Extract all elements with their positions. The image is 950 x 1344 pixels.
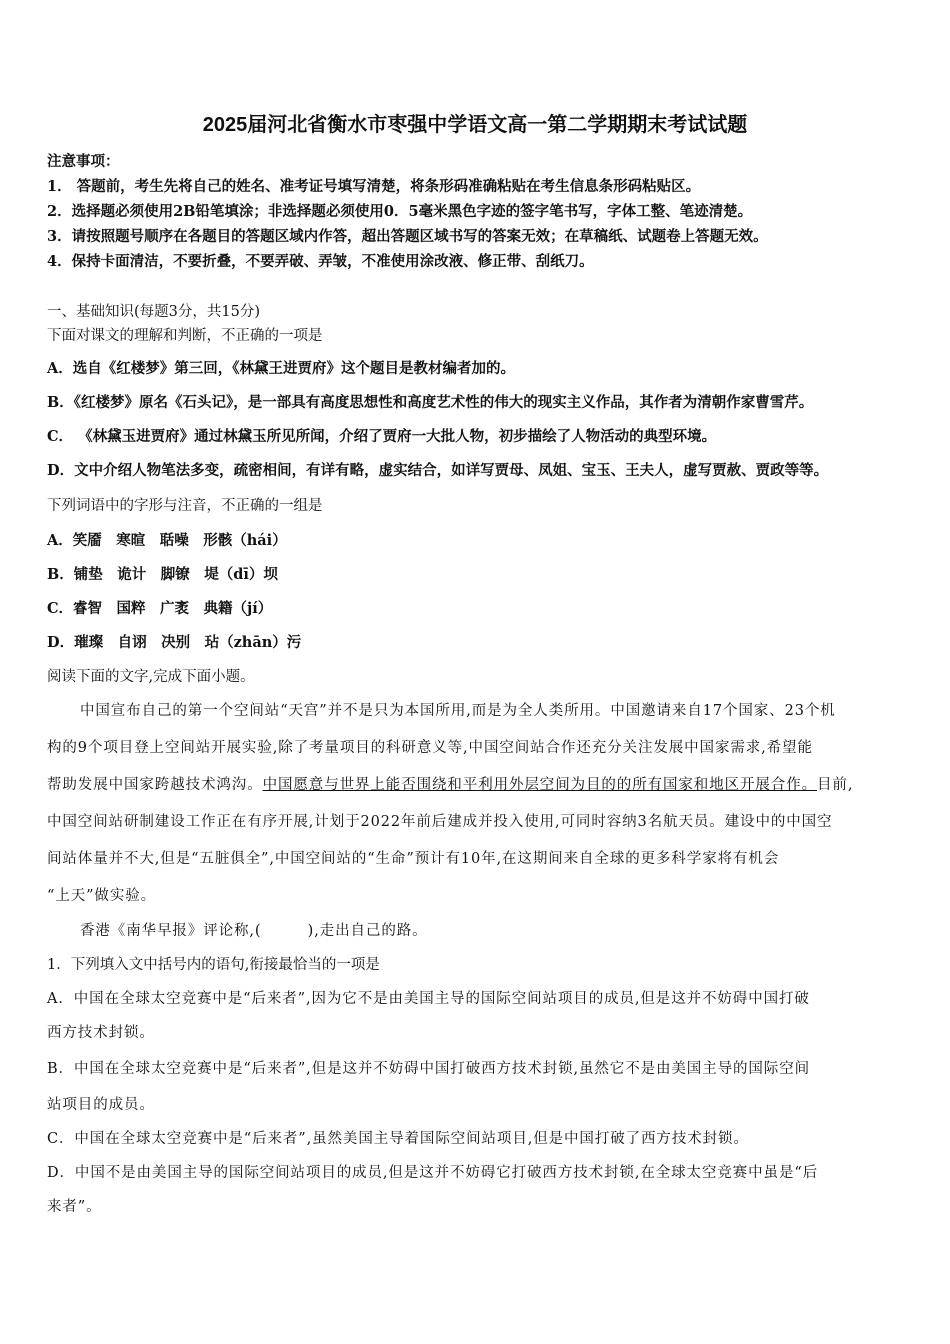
- option-c: C． 《林黛玉进贾府》通过林黛玉所见所闻，介绍了贾府一大批人物，初步描绘了人物活动的典型环境。: [47, 428, 717, 445]
- page-title: 2025届河北省衡水市枣强中学语文高一第二学期期末考试试题: [202, 114, 748, 136]
- option-a: A．笑靥 寒暄 聒噪 形骸（hái）: [47, 532, 287, 549]
- passage-text: 目前,: [817, 777, 854, 793]
- passage-line: 中国空间站研制建设工作正在有序开展,计划于2022年前后建成并投入使用,可同时容纳3名航天员。建设中的中国空: [47, 814, 833, 830]
- question-stem: 下列词语中的字形与注音，不正确的一组是: [47, 498, 323, 514]
- option-b: B．《红楼梦》原名《石头记》，是一部具有高度思想性和高度艺术性的伟大的现实主义作品，其作者为清朝作家曹雪芹。: [47, 394, 814, 411]
- passage-line: 中国宣布自己的第一个空间站“天宫”并不是只为本国所用,而是为全人类所用。中国邀请来自17个国家、23个机: [80, 703, 836, 719]
- question-stem: 1．下列填入文中括号内的语句,衔接最恰当的一项是: [47, 957, 380, 973]
- question-stem: 下面对课文的理解和判断，不正确的一项是: [47, 328, 323, 344]
- notice-heading: 注意事项：: [47, 153, 120, 170]
- notice-item: 1． 答题前，考生先将自己的姓名、准考证号填写清楚，将条形码准确粘贴在考生信息条形码粘贴区。: [47, 178, 701, 195]
- option-line: 来者”。: [47, 1199, 102, 1215]
- notice-item: 4．保持卡面清洁，不要折叠，不要弄破、弄皱，不准使用涂改液、修正带、刮纸刀。: [47, 253, 594, 270]
- passage-line: 香港《南华早报》评论称,( ),走出自己的路。: [80, 923, 428, 939]
- option-a: A．选自《红楼梦》第三回，《林黛王进贾府》这个题目是教材编者加的。: [47, 360, 515, 377]
- option-line: D．中国不是由美国主导的国际空间站项目的成员,但是这并不妨碍它打破西方技术封锁,在全球太空竞赛中虽是“后: [47, 1165, 819, 1181]
- option-line: A．中国在全球太空竞赛中是“后来者”,因为它不是由美国主导的国际空间站项目的成员,但是这并不妨碍中国打破: [47, 991, 810, 1007]
- notice-item: 3．请按照题号顺序在各题目的答题区域内作答，超出答题区域书写的答案无效；在草稿纸、试题卷上答题无效。: [47, 228, 768, 245]
- passage-line: 间站体量并不大,但是“五脏俱全”,中国空间站的“生命”预计有10年,在这期间来自全球的更多科学家将有机会: [47, 851, 780, 867]
- passage-line: 构的9个项目登上空间站开展实验,除了考量项目的科研意义等,中国空间站合作还充分关注发展中国家需求,希望能: [47, 740, 813, 756]
- passage-text: 帮助发展中国家跨越技术鸿沟。: [47, 777, 263, 793]
- option-line: 站项目的成员。: [47, 1097, 155, 1113]
- notice-item: 2．选择题必须使用2B铅笔填涂；非选择题必须使用0．5毫米黑色字迹的签字笔书写，字体工整、笔迹清楚。: [47, 203, 753, 220]
- option-line: B．中国在全球太空竞赛中是“后来者”,但是这并不妨碍中国打破西方技术封锁,虽然它不是由美国主导的国际空间: [47, 1061, 810, 1077]
- option-line: C．中国在全球太空竞赛中是“后来者”,虽然美国主导着国际空间站项目,但是中国打破了西方技术封锁。: [47, 1131, 749, 1147]
- passage-line: [47, 775, 853, 795]
- underlined-sentence: 中国愿意与世界上能否围绕和平利用外层空间为目的的所有国家和地区开展合作。: [262, 777, 818, 793]
- option-line: 西方技术封锁。: [47, 1025, 155, 1041]
- option-d: D．文中介绍人物笔法多变，疏密相间，有详有略，虚实结合，如详写贾母、凤姐、宝玉、王夫人，虚写贾赦、贾政等等。: [47, 462, 829, 479]
- option-c: C．睿智 国粹 广袤 典籍（jí）: [47, 600, 273, 617]
- option-d: D．璀璨 自诩 决别 玷（zhān）污: [47, 634, 302, 651]
- reading-intro: 阅读下面的文字,完成下面小题。: [47, 669, 255, 685]
- option-b: B．铺垫 诡计 脚镣 堤（dī）坝: [47, 566, 278, 583]
- passage-line: “上天”做实验。: [47, 888, 157, 904]
- section-heading: 一、基础知识(每题3分，共15分): [47, 304, 260, 320]
